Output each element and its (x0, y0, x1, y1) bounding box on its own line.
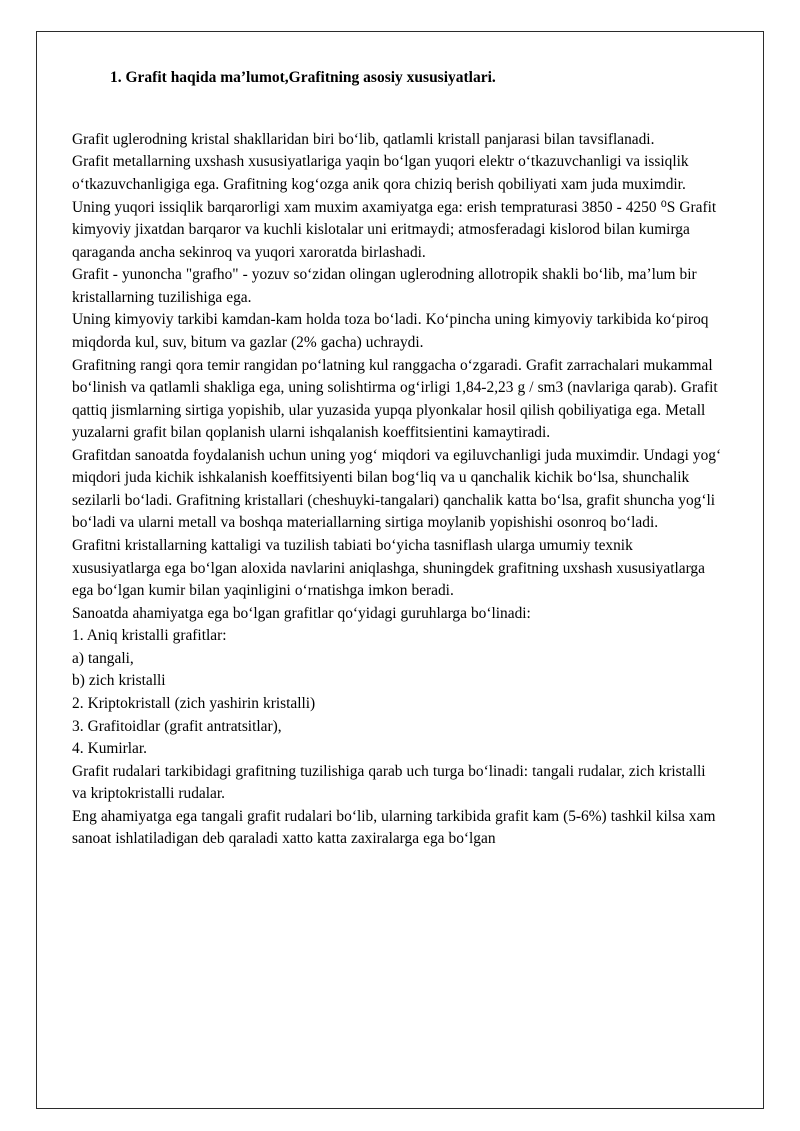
paragraph: Grafitdan sanoatda foydalanish uchun uning yog‘ miqdori va egiluvchanligi juda muximdir. Undagi yog‘ miqdori juda kichik ishkalanish koeffitsiyenti bilan bog‘liq va u qanchalik kichik bo‘lsa, shunchalik sezilarli bo‘ladi. Grafitning kristallari (cheshuyki-tangalari) qanchalik katta bo‘lsa, grafit shuncha yog‘li bo‘ladi va ularni metall va boshqa materiallarning sirtiga moylanib yopishishi osonroq bo‘ladi. (72, 446, 722, 532)
list-item: a) tangali, (72, 649, 134, 667)
paragraph: Eng ahamiyatga ega tangali grafit rudalari bo‘lib, ularning tarkibida grafit kam (5-6%) tashkil kilsa xam sanoat ishlatiladigan deb qaraladi xatto katta zaxiralarga ega bo‘lgan (72, 807, 716, 848)
paragraph: Grafit - yunoncha "grafho" - yozuv so‘zidan olingan uglerodning allotropik shakli bo‘lib, ma’lum bir kristallarning tuzilishiga ega. (72, 266, 697, 306)
paragraph: Grafit metallarning uxshash xususiyatlariga yaqin bo‘lgan yuqori elektr o‘tkazuvchanligi va issiqlik o‘tkazuvchanligiga ega. Grafitning kog‘ozga anik qora chiziq berish qobiliyati xam juda muximdir. Uning yuqori issiqlik barqarorligi xam muxim axamiyatga ega: erish tempraturasi 3850 - 4250 ⁰S Grafit kimyoviy jixatdan barqaror va kuchli kislotalar uni eritmaydi; atmosferadagi kislorod bilan kumirga qaraganda ancha sekinroq va yuqori xaroratda birlashadi. (72, 153, 717, 261)
paragraph: Grafit rudalari tarkibidagi grafitning tuzilishiga qarab uch turga bo‘linadi: tangali rudalar, zich kristalli va kriptokristalli rudalar. (72, 762, 706, 803)
list-item: 4. Kumirlar. (72, 740, 148, 758)
page-title: 1. Grafit haqida ma’lumot,Grafitning asosiy xususiyatlari. (110, 69, 496, 86)
list-item: 1. Aniq kristalli grafitlar: (72, 627, 227, 645)
document-content (72, 68, 722, 851)
paragraph: Sanoatda ahamiyatga ega bo‘lgan grafitlar qo‘yidagi guruhlarga bo‘linadi: (72, 604, 531, 622)
paragraph: Uning kimyoviy tarkibi kamdan-kam holda toza bo‘ladi. Ko‘pincha uning kimyoviy tarkibida ko‘piroq miqdorda kul, suv, bitum va gazlar (2% gacha) uchraydi. (72, 311, 709, 351)
list-item: b) zich kristalli (72, 672, 166, 690)
paragraph: Grafitning rangi qora temir rangidan po‘latning kul ranggacha o‘zgaradi. Grafit zarrachalari mukammal bo‘linish va qatlamli shakliga ega, uning solishtirma og‘irligi 1,84-2,23 g / sm3 (navlariga qarab). Grafit qattiq jismlarning sirtiga yopishib, ular yuzasida yupqa plyonkalar hosil qilish qobiliyatiga ega. Metall yuzalarni grafit bilan qoplanish ularni ishqalanish koeffitsientini kamaytiradi. (72, 356, 718, 442)
paragraph: Grafitni kristallarning kattaligi va tuzilish tabiati bo‘yicha tasniflash ularga umumiy texnik xususiyatlarga ega bo‘lgan aloxida navlarini aniqlashga, shuningdek grafitning uxshash xususiyatlarga ega bo‘lgan kumir bilan yaqinligini o‘rnatishga imkon beradi. (72, 537, 705, 600)
list-item: 3. Grafitoidlar (grafit antratsitlar), (72, 717, 282, 735)
title-spacer (72, 99, 722, 129)
body-text (72, 129, 722, 851)
paragraph: Grafit uglerodning kristal shakllaridan biri bo‘lib, qatlamli kristall panjarasi bilan tavsiflanadi. (72, 130, 655, 148)
list-item: 2. Kriptokristall (zich yashirin kristalli) (72, 694, 316, 712)
